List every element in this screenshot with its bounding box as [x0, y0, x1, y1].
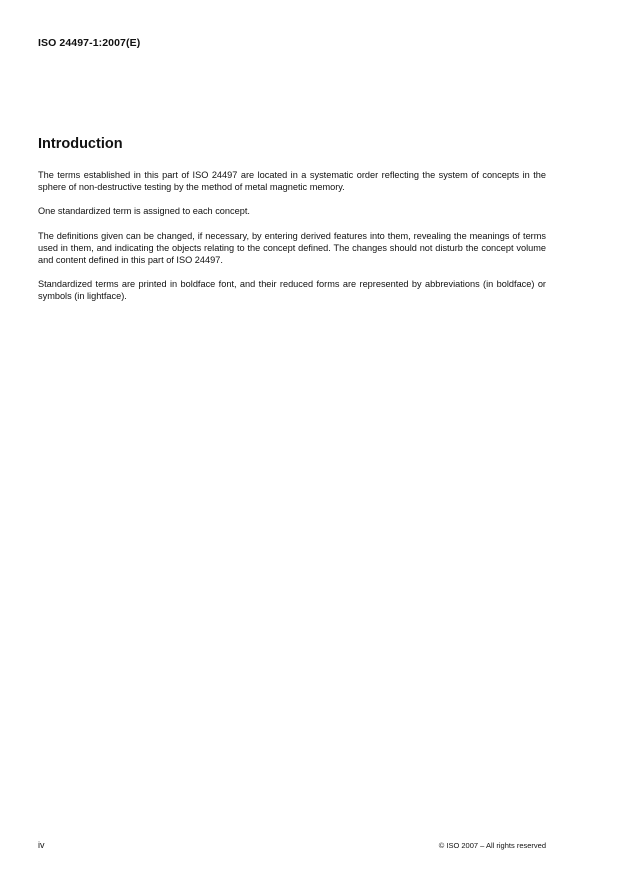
paragraph: The definitions given can be changed, if necessary, by entering derived features into them, revealing the meanings of terms used in them, and indicating the objects relating to the concept defined. The changes should not disturb the concept volume and content defined in this part of ISO 24497. [38, 231, 546, 265]
section-title: Introduction [38, 136, 123, 152]
document-id-header: ISO 24497-1:2007(E) [38, 37, 141, 49]
page-number: iv [38, 840, 45, 850]
paragraph: The terms established in this part of ISO 24497 are located in a systematic order reflecting the system of concepts in the sphere of non-destructive testing by the method of metal magnetic memory. [38, 170, 546, 192]
paragraph: Standardized terms are printed in boldface font, and their reduced forms are represented by abbreviations (in boldface) or symbols (in lightface). [38, 279, 546, 301]
paragraph: One standardized term is assigned to each concept. [38, 206, 250, 216]
copyright-notice: © ISO 2007 – All rights reserved [438, 841, 546, 850]
